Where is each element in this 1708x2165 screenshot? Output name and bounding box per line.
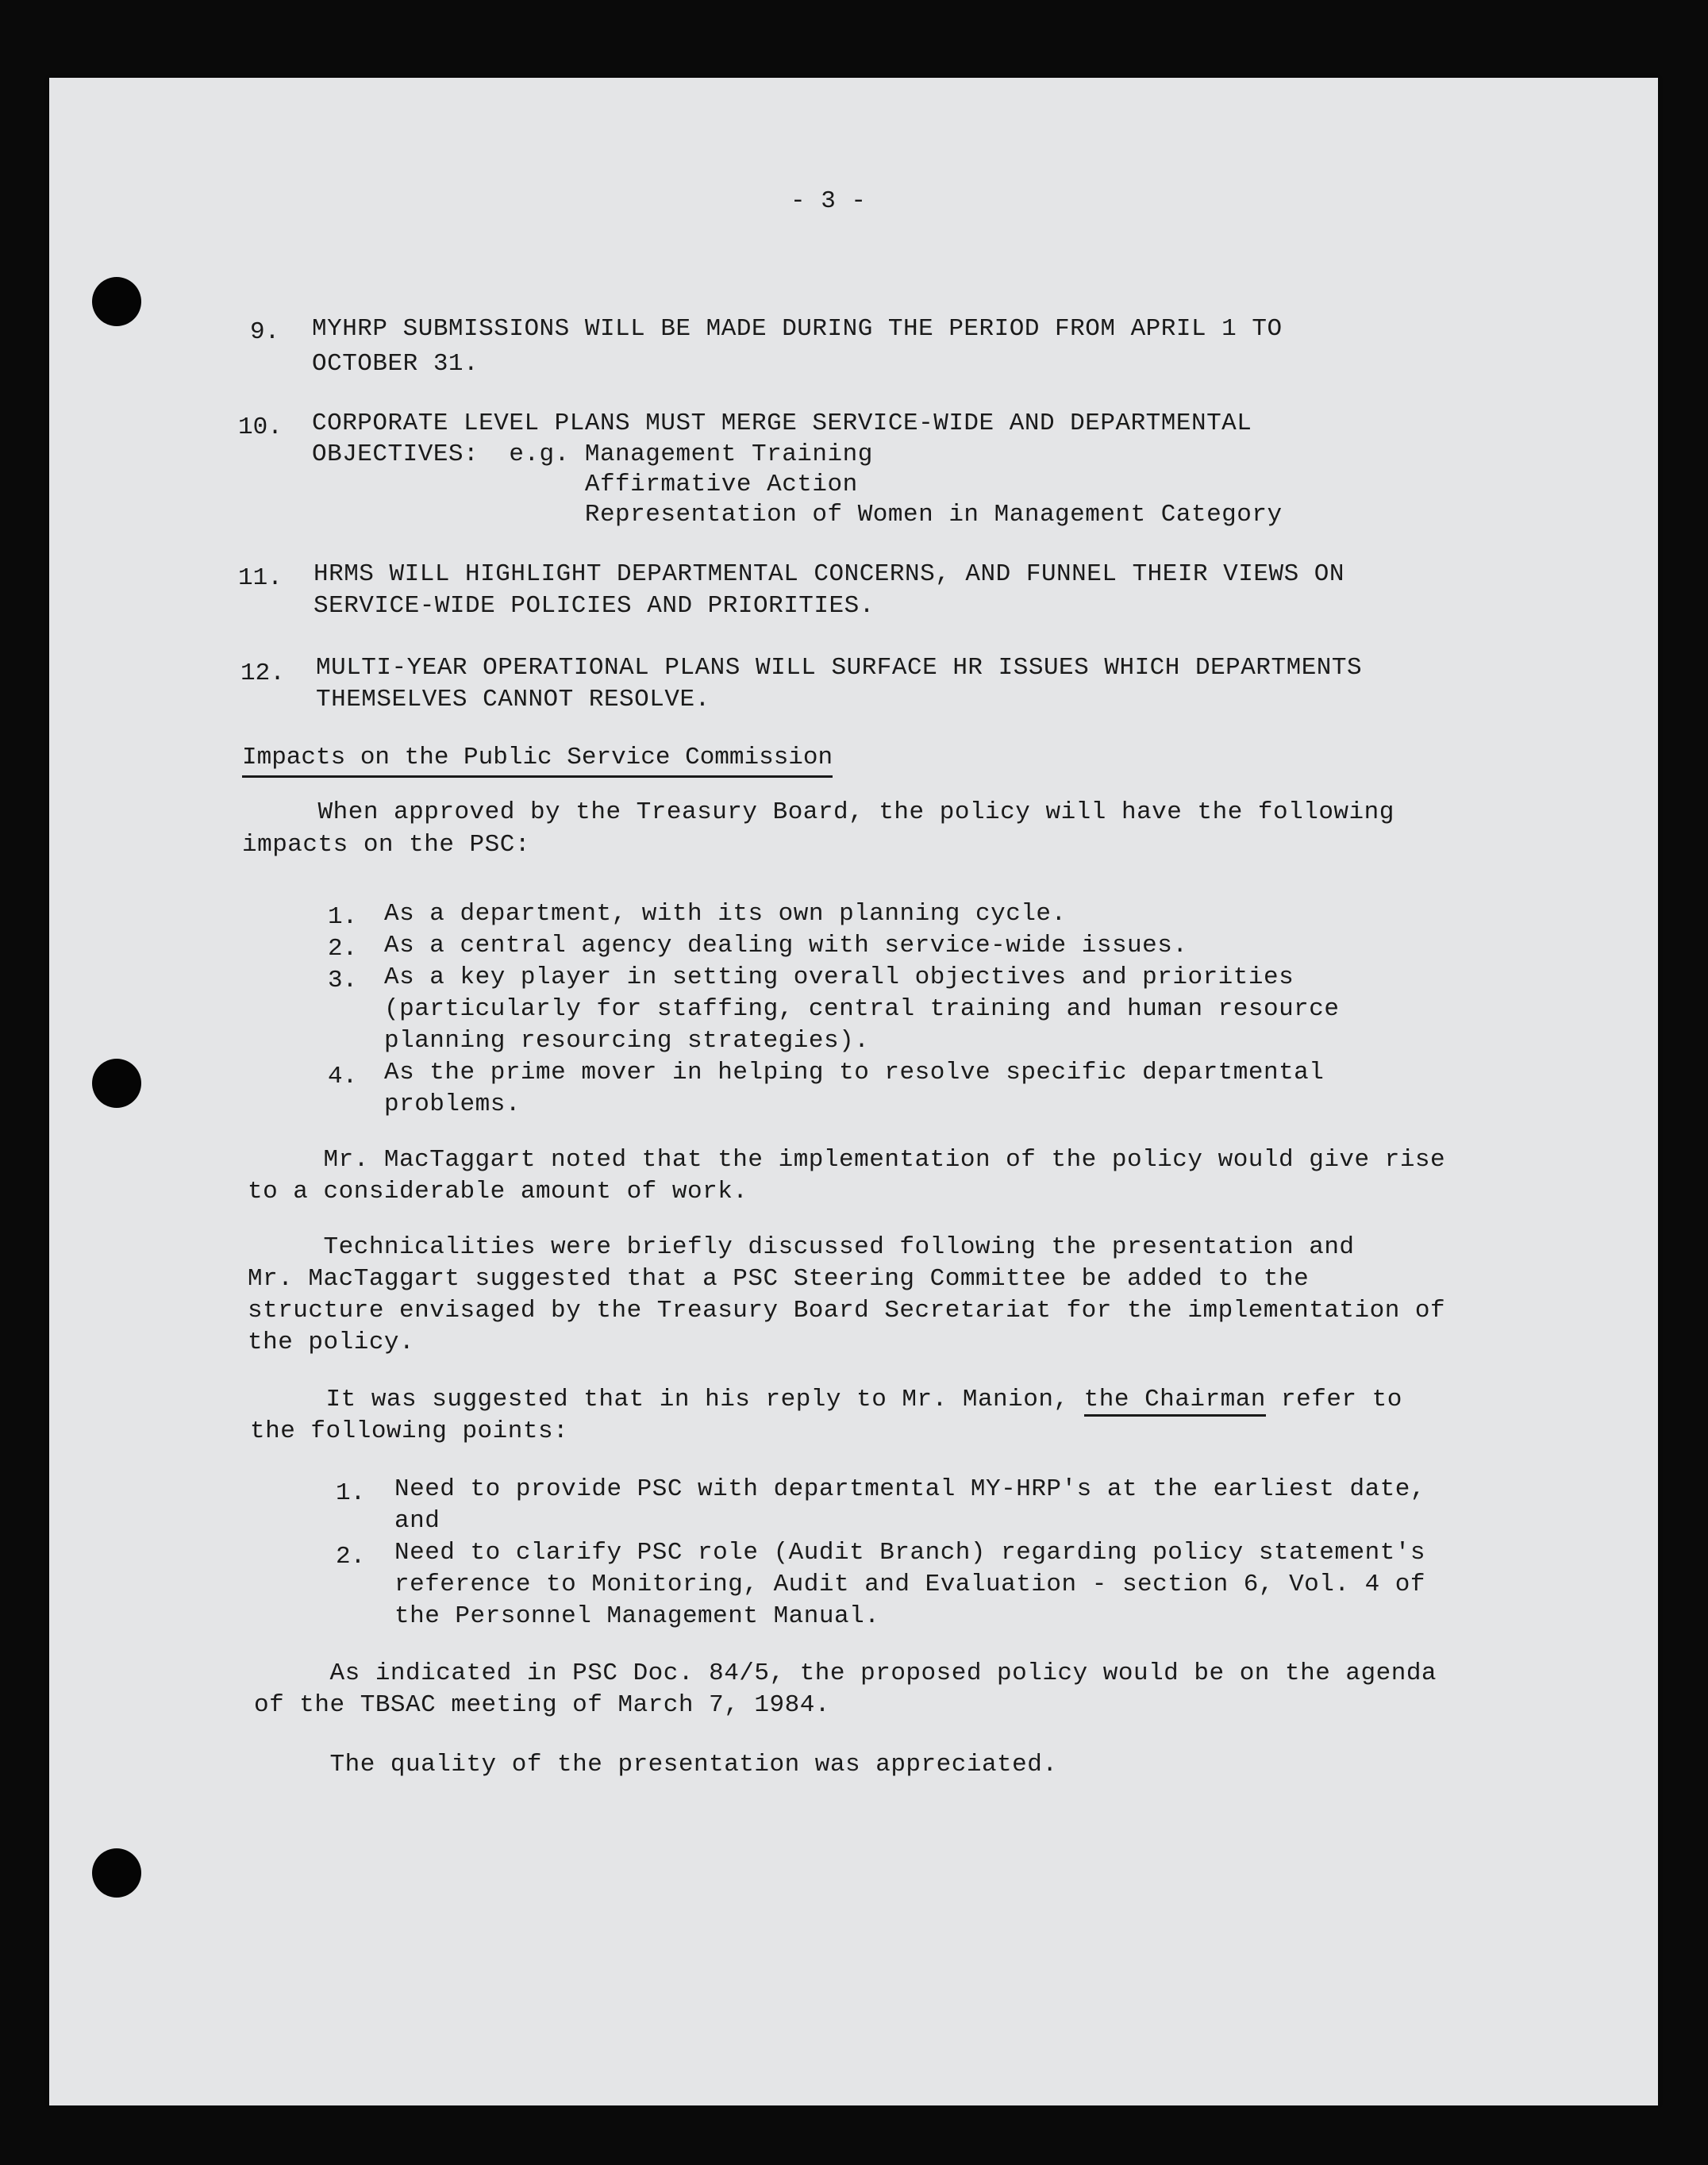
item-text: CORPORATE LEVEL PLANS MUST MERGE SERVICE-WIDE AND DEPARTMENTAL [312,410,1252,437]
section-heading: Impacts on the Public Service Commission [242,741,833,778]
intro-line: When approved by the Treasury Board, the policy will have the following [242,798,1394,826]
point-text: Need to provide PSC with departmental MY-HRP's at the earliest date, [394,1475,1426,1503]
punch-hole-bottom [92,1848,141,1898]
paragraph-text: It was suggested that in his reply to Mr. Manion, [250,1386,1084,1413]
impact-text: As a key player in setting overall objectives and priorities [384,963,1294,991]
point-text: and [394,1507,440,1535]
paragraph-line: structure envisaged by the Treasury Board Secretariat for the implementation of [248,1297,1446,1325]
chairman-underlined: the Chairman [1084,1386,1266,1417]
paragraph-line [250,1383,1402,1416]
item-text: SERVICE-WIDE POLICIES AND PRIORITIES. [314,592,875,620]
punch-hole-middle [92,1059,141,1108]
item-text: Affirmative Action [312,471,858,498]
impact-number: 1. [328,903,358,931]
impact-text: As a central agency dealing with service-wide issues. [384,932,1188,959]
item-number: 10. [238,413,283,441]
impact-text: planning resourcing strategies). [384,1027,870,1055]
item-text: OCTOBER 31. [312,350,479,378]
item-number: 9. [250,318,280,346]
impact-text: (particularly for staffing, central training and human resource [384,995,1340,1023]
item-text: Representation of Women in Management Category [312,501,1283,529]
item-text: THEMSELVES CANNOT RESOLVE. [316,686,710,713]
punch-hole-top [92,277,141,326]
item-text: MYHRP SUBMISSIONS WILL BE MADE DURING THE PERIOD FROM APRIL 1 TO [312,315,1283,343]
impact-text: As the prime mover in helping to resolve specific departmental [384,1059,1325,1086]
point-text: reference to Monitoring, Audit and Evaluation - section 6, Vol. 4 of [394,1571,1426,1598]
paragraph-line: the policy. [248,1329,415,1356]
item-number: 12. [240,659,285,687]
paragraph-line: The quality of the presentation was appreciated. [254,1751,1058,1779]
paragraph-line: of the TBSAC meeting of March 7, 1984. [254,1691,830,1719]
point-text: Need to clarify PSC role (Audit Branch) regarding policy statement's [394,1539,1426,1567]
document-page [49,78,1658,2105]
point-number: 1. [336,1479,366,1507]
paragraph-text: refer to [1265,1386,1402,1413]
paragraph-line: to a considerable amount of work. [248,1178,748,1206]
impact-number: 4. [328,1063,358,1090]
paragraph-line: Mr. MacTaggart noted that the implementation of the policy would give rise [248,1146,1446,1174]
item-text: OBJECTIVES: e.g. Management Training [312,440,873,468]
impact-text: problems. [384,1090,521,1118]
paragraph-line: As indicated in PSC Doc. 84/5, the proposed policy would be on the agenda [254,1659,1437,1687]
paragraph-line: the following points: [250,1417,569,1445]
item-number: 11. [238,564,283,592]
impact-number: 3. [328,967,358,994]
item-text: MULTI-YEAR OPERATIONAL PLANS WILL SURFACE HR ISSUES WHICH DEPARTMENTS [316,654,1363,682]
point-number: 2. [336,1543,366,1571]
point-text: the Personnel Management Manual. [394,1602,880,1630]
page-number: - 3 - [791,187,867,215]
item-text: HRMS WILL HIGHLIGHT DEPARTMENTAL CONCERNS, AND FUNNEL THEIR VIEWS ON [314,560,1345,588]
impact-number: 2. [328,935,358,963]
paragraph-line: Mr. MacTaggart suggested that a PSC Steering Committee be added to the [248,1265,1310,1293]
paragraph-line: Technicalities were briefly discussed following the presentation and [248,1233,1355,1261]
impact-text: As a department, with its own planning cycle. [384,900,1067,928]
intro-line: impacts on the PSC: [242,831,530,859]
